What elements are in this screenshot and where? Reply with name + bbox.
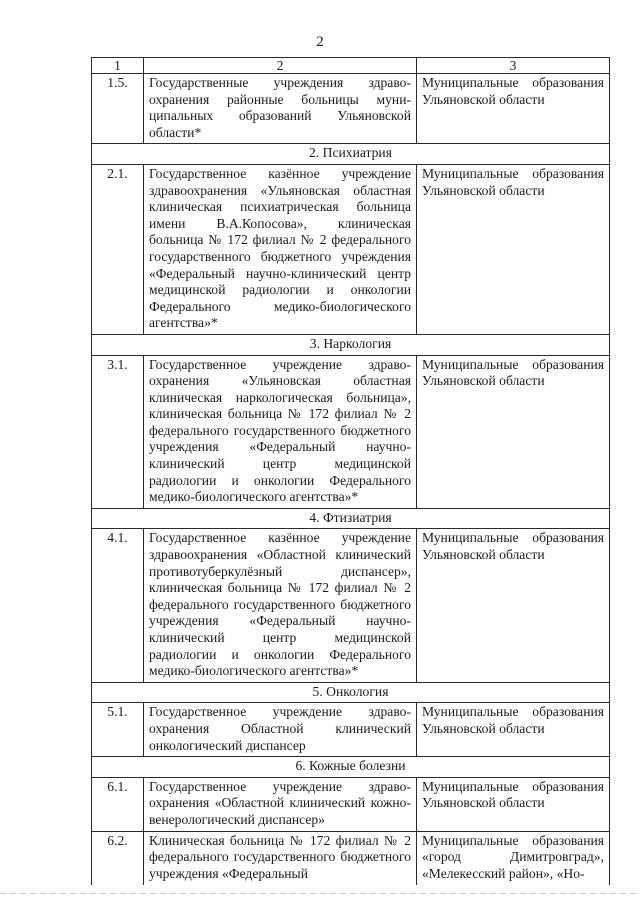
institution-name: Государственное учреждение здравоохранения Областной клинический онкологический диспансер (144, 703, 417, 757)
institution-name: Государственное казённое учреждение здравоохранения «Областной клинический противотуберкулёзный диспансер», клиническая больница № 172 филиал № 2 федерального государственного бюджетного учреждения «Федеральный научно-клинический центр медицинской радиологии и онкологии Федерального медико-биологического агентства»* (144, 529, 417, 682)
table-row (92, 831, 610, 885)
row-number: 3.1. (92, 355, 144, 508)
table-row (92, 703, 610, 757)
section-row (92, 682, 610, 703)
table-row (92, 74, 610, 144)
table-header-row (92, 58, 610, 74)
service-area: Муниципальные образования Ульяновской области (417, 164, 610, 334)
column-header-1: 1 (92, 58, 144, 74)
section-row (92, 508, 610, 529)
service-area: Муниципальные образования Ульяновской области (417, 355, 610, 508)
table-row (92, 777, 610, 831)
row-number: 5.1. (92, 703, 144, 757)
document-table (91, 57, 610, 885)
institution-name: Государственное учреждение здравоохранения «Ульяновская областная клиническая наркологическая больница», клиническая больница № 172 филиал № 2 федерального государственного бюджетного учреждения «Федеральный научно-клинический центр медицинской радиологии и онкологии Федерального медико-биологического агентства»* (144, 355, 417, 508)
section-title: 6. Кожные болезни (92, 757, 610, 778)
table-row (92, 164, 610, 334)
section-row (92, 757, 610, 778)
section-title: 5. Онкология (92, 682, 610, 703)
row-number: 2.1. (92, 164, 144, 334)
section-title: 2. Психиатрия (92, 144, 610, 165)
column-header-2: 2 (144, 58, 417, 74)
section-title: 4. Фтизиатрия (92, 508, 610, 529)
row-number: 4.1. (92, 529, 144, 682)
section-row (92, 334, 610, 355)
service-area: Муниципальные образования Ульяновской области (417, 777, 610, 831)
section-row (92, 144, 610, 165)
service-area: Муниципальные образования Ульяновской области (417, 529, 610, 682)
row-number: 6.2. (92, 831, 144, 885)
service-area: Муниципальные образования «город Димитровград», «Мелекесский район», «Но- (417, 831, 610, 885)
column-header-3: 3 (417, 58, 610, 74)
institution-name: Клиническая больница № 172 филиал № 2 федерального государственного бюджетного учреждения «Федеральный (144, 831, 417, 885)
service-area: Муниципальные образования Ульяновской области (417, 74, 610, 144)
table-row (92, 529, 610, 682)
institution-name: Государственное казённое учреждение здравоохранения «Ульяновская областная клиническая психиатрическая больница имени В.А.Копосова», клиническая больница № 172 филиал № 2 федерального государственного бюджетного учреждения «Федеральный научно-клинический центр медицинской радиологии и онкологии Федерального медико-биологического агентства»* (144, 164, 417, 334)
table-row (92, 355, 610, 508)
row-number: 6.1. (92, 777, 144, 831)
institution-name: Государственное учреждение здравоохранения «Областной клинический кожно-венерологический диспансер» (144, 777, 417, 831)
section-title: 3. Наркология (92, 334, 610, 355)
service-area: Муниципальные образования Ульяновской области (417, 703, 610, 757)
page-number: 2 (316, 34, 324, 50)
scan-bottom-edge (0, 893, 640, 894)
institution-name: Государственные учреждения здравоохранения районные больницы муниципальных образований Ульяновской области* (144, 74, 417, 144)
row-number: 1.5. (92, 74, 144, 144)
